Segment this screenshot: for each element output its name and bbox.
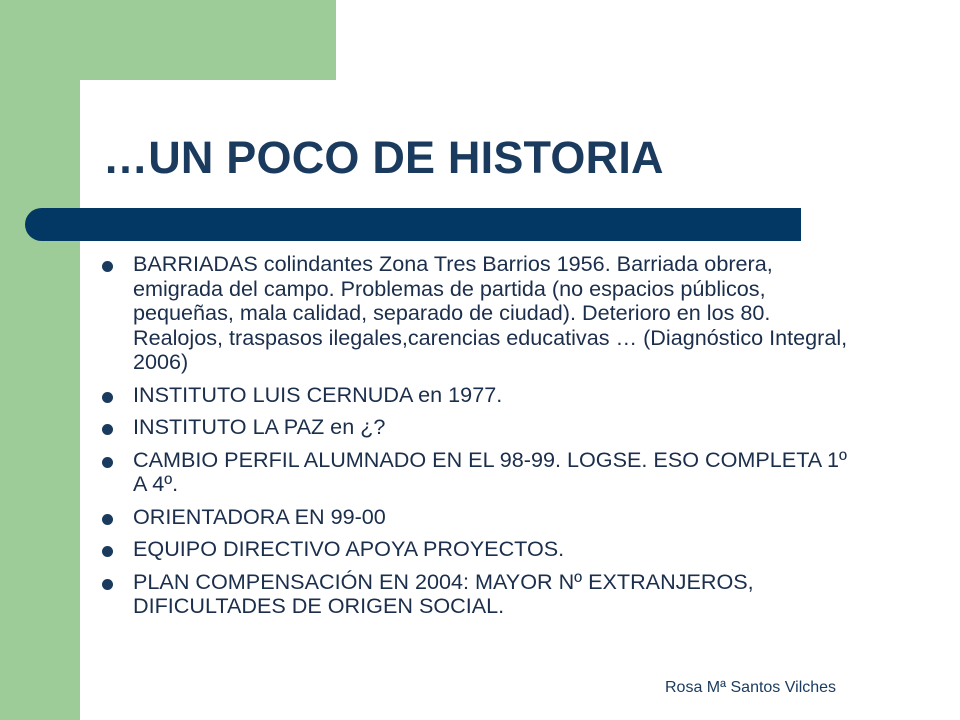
bullet-dot-icon <box>102 546 113 557</box>
bullet-text: PLAN COMPENSACIÓN EN 2004: MAYOR Nº EXTRANJEROS, DIFICULTADES DE ORIGEN SOCIAL. <box>133 568 754 618</box>
bullet-item-cambio-perfil <box>0 448 853 497</box>
bullet-text: BARRIADAS colindantes Zona Tres Barrios 1956. Barriada obrera, emigrada del campo. Problemas de partida (no espacios públicos, pequeñas, mala calidad, separado de ciudad). Deterioro en los 80. Realojos, traspasos ilegales,carencias educativas … (Diagnóstico Integral, 2006) <box>133 251 848 374</box>
bullet-text: CAMBIO PERFIL ALUMNADO EN EL 98-99. LOGSE. ESO COMPLETA 1º A 4º. <box>133 446 847 496</box>
bullet-item-barriadas <box>0 252 853 375</box>
bullet-text: INSTITUTO LUIS CERNUDA en 1977. <box>133 381 503 407</box>
bullet-text: ORIENTADORA EN 99-00 <box>133 503 386 529</box>
bullet-list <box>0 252 960 627</box>
author-footer: Rosa Mª Santos Vilches <box>665 679 837 696</box>
bullet-dot-icon <box>102 514 113 525</box>
bullet-item-equipo-directivo <box>0 537 853 562</box>
bullet-dot-icon <box>102 392 113 403</box>
top-green-block <box>0 0 336 80</box>
bullet-dot-icon <box>102 579 113 590</box>
bullet-dot-icon <box>102 424 113 435</box>
title-underline-bar <box>25 208 801 241</box>
bullet-item-plan-compensacion <box>0 570 853 619</box>
bullet-item-luis-cernuda <box>0 383 853 408</box>
bullet-text: EQUIPO DIRECTIVO APOYA PROYECTOS. <box>133 536 565 561</box>
bullet-text: INSTITUTO LA PAZ en ¿? <box>133 414 386 439</box>
bullet-dot-icon <box>102 457 113 468</box>
bullet-item-orientadora <box>0 505 853 530</box>
bullet-dot-icon <box>102 261 113 272</box>
bullet-item-la-paz <box>0 415 853 440</box>
slide-title: …UN POCO DE HISTORIA <box>103 132 664 183</box>
